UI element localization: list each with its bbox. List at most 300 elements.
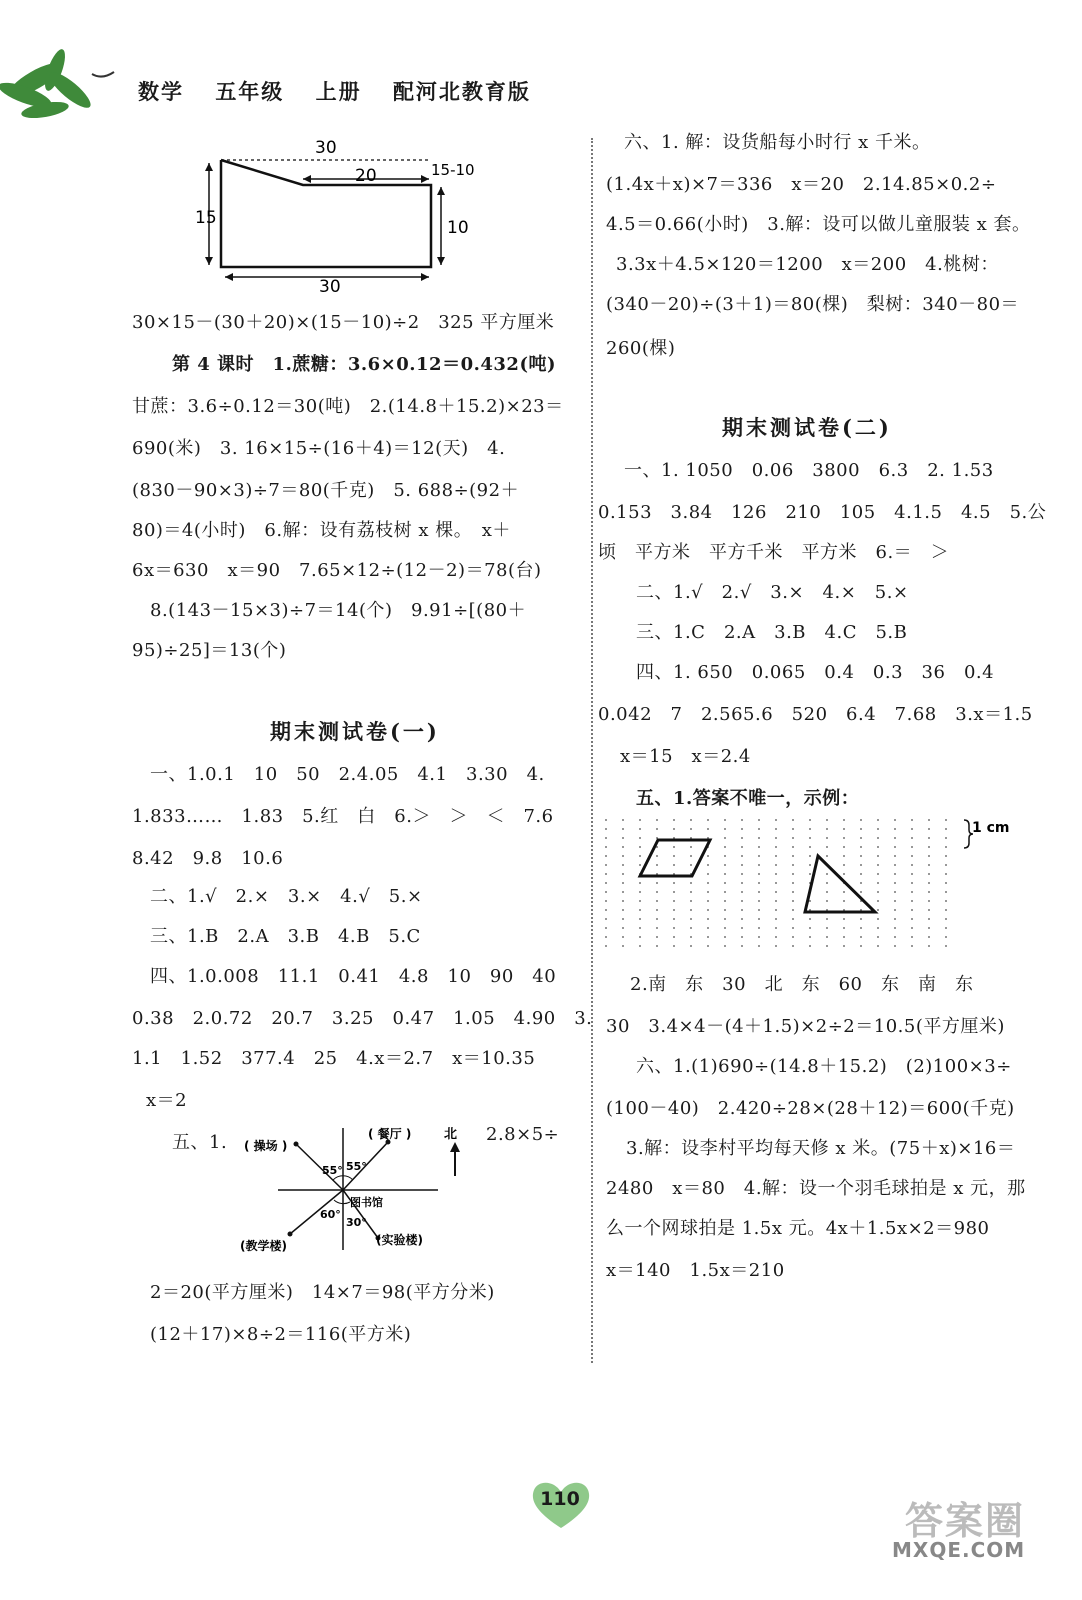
grid-dot — [622, 828, 624, 830]
grid-dot — [775, 873, 777, 875]
compass-playground: ( 操场 ) — [244, 1139, 288, 1153]
grid-dot — [724, 864, 726, 866]
grid-dot — [758, 882, 760, 884]
grid-dot — [656, 882, 658, 884]
exam1-line-7: 0.38 2.0.72 20.7 3.25 0.47 1.05 4.90 3. — [132, 1008, 593, 1029]
grid-dot — [775, 819, 777, 821]
left-line-2: 第 4 课时 1.蔗糖：3.6×0.12＝0.432(吨) — [172, 354, 556, 375]
grid-dot — [724, 918, 726, 920]
grid-dot — [622, 891, 624, 893]
grid-dot — [605, 918, 607, 920]
grid-dot — [758, 828, 760, 830]
grid-dot — [792, 846, 794, 848]
grid-dot — [639, 882, 641, 884]
grid-dot — [792, 900, 794, 902]
exam1-line-6: 四、1.0.008 11.1 0.41 4.8 10 90 40 — [150, 966, 557, 987]
grid-dot — [605, 882, 607, 884]
grid-dot — [775, 864, 777, 866]
grid-dot — [860, 864, 862, 866]
grid-dot — [758, 936, 760, 938]
grid-dot — [775, 891, 777, 893]
grid-dot — [741, 846, 743, 848]
grid-dot — [843, 891, 845, 893]
grid-dot — [656, 864, 658, 866]
grid-dot — [724, 909, 726, 911]
grid-dot — [656, 918, 658, 920]
grid-dot — [928, 927, 930, 929]
grid-dot — [945, 936, 947, 938]
grid-dot — [690, 927, 692, 929]
grid-dot — [860, 846, 862, 848]
grid-dot — [826, 936, 828, 938]
left-end-2: (12＋17)×8÷2＝116(平方米) — [150, 1324, 412, 1345]
grid-dot — [758, 945, 760, 947]
grid-dot — [894, 828, 896, 830]
grid-dot — [911, 891, 913, 893]
grid-dot — [928, 873, 930, 875]
grid-dot — [673, 891, 675, 893]
grid-dot — [911, 945, 913, 947]
grid-dot — [724, 945, 726, 947]
exam2-line-2: 0.153 3.84 126 210 105 4.1.5 4.5 5.公 — [598, 502, 1047, 523]
grid-dot — [928, 846, 930, 848]
page-number: 110 — [540, 1488, 580, 1510]
grid-dot — [775, 828, 777, 830]
grid-dot — [877, 909, 879, 911]
grid-dot — [826, 891, 828, 893]
right-line-2: (1.4x＋x)×7＝336 x＝20 2.14.85×0.2÷ — [606, 174, 997, 195]
grid-dot — [724, 837, 726, 839]
grid-dot — [945, 945, 947, 947]
grid-dot — [673, 864, 675, 866]
grid-dot — [656, 900, 658, 902]
grid-dot — [775, 918, 777, 920]
grid-dot — [826, 855, 828, 857]
grid-dot — [928, 918, 930, 920]
grid-dot — [792, 873, 794, 875]
grid-dot — [843, 855, 845, 857]
grid-dot — [911, 855, 913, 857]
grid-dot — [775, 909, 777, 911]
grid-dot — [911, 819, 913, 821]
grid-dot — [724, 846, 726, 848]
grid-dot — [843, 864, 845, 866]
grid-dot — [860, 918, 862, 920]
grid-dot — [928, 900, 930, 902]
grid-dot — [673, 918, 675, 920]
exam1-line-8: 1.1 1.52 377.4 25 4.x＝2.7 x＝10.35 — [132, 1048, 536, 1069]
grid-dot — [945, 882, 947, 884]
grid-dot — [792, 927, 794, 929]
grid-dot — [775, 837, 777, 839]
grid-dot — [605, 855, 607, 857]
leaf-decoration-icon — [0, 40, 130, 130]
grid-dot — [605, 837, 607, 839]
grid-dot — [724, 873, 726, 875]
exam1-line-3: 8.42 9.8 10.6 — [132, 848, 284, 869]
grid-dot — [741, 837, 743, 839]
right-bottom-2: 30 3.4×4－(4＋1.5)×2÷2＝10.5(平方厘米) — [606, 1016, 1005, 1037]
grid-dot — [860, 828, 862, 830]
left-line-7: 6x＝630 x＝90 7.65×12÷(12－2)＝78(台) — [132, 560, 542, 581]
grid-dot — [860, 936, 862, 938]
grid-dot — [945, 918, 947, 920]
grid-dot — [928, 828, 930, 830]
left-line-5: (830－90×3)÷7＝80(千克) 5. 688÷(92＋ — [132, 480, 520, 501]
grid-dot — [877, 873, 879, 875]
grid-dot — [809, 846, 811, 848]
exam2-line-8: x＝15 x＝2.4 — [620, 746, 751, 767]
q5-right: 2.8×5÷ — [486, 1124, 560, 1145]
grid-dot — [707, 936, 709, 938]
exam2-line-6: 四、1. 650 0.065 0.4 0.3 36 0.4 — [636, 662, 995, 683]
grid-dot — [928, 909, 930, 911]
grid-dot — [894, 918, 896, 920]
grid-dot — [877, 927, 879, 929]
right-bottom-8: x＝140 1.5x＝210 — [606, 1260, 785, 1281]
grid-dot — [707, 900, 709, 902]
grid-dot — [911, 900, 913, 902]
right-line-3: 4.5＝0.66(小时) 3.解：设可以做儿童服装 x 套。 — [606, 214, 1031, 235]
grid-dot — [826, 819, 828, 821]
exam2-line-7: 0.042 7 2.565.6 520 6.4 7.68 3.x＝1.5 — [598, 704, 1033, 725]
grid-dot — [656, 945, 658, 947]
grid-dot — [911, 927, 913, 929]
grid-dot — [758, 855, 760, 857]
grid-dot — [622, 945, 624, 947]
watermark-logo: 答案圈 — [905, 1499, 1026, 1543]
grid-dot — [656, 855, 658, 857]
label-top-total: 30 — [315, 138, 337, 158]
grid-dot — [894, 837, 896, 839]
grid-dot — [639, 819, 641, 821]
grid-dot — [843, 918, 845, 920]
grid-dot — [945, 846, 947, 848]
grid-dot — [792, 891, 794, 893]
grid-dot — [945, 864, 947, 866]
grid-dot — [758, 927, 760, 929]
grid-dot — [690, 945, 692, 947]
north-arrow-icon — [448, 1142, 462, 1178]
grid-dot — [741, 936, 743, 938]
grid-dot — [656, 819, 658, 821]
grid-dot — [690, 819, 692, 821]
grid-dot — [707, 891, 709, 893]
grid-dot — [605, 936, 607, 938]
grid-dot — [860, 837, 862, 839]
header-volume: 上册 — [315, 80, 362, 104]
grid-dot — [809, 918, 811, 920]
grid-dot — [775, 936, 777, 938]
exam1-line-4: 二、1.√ 2.× 3.× 4.√ 5.× — [150, 886, 423, 907]
right-bottom-7: 么一个网球拍是 1.5x 元。4x＋1.5x×2＝980 — [606, 1218, 990, 1239]
grid-dot — [877, 918, 879, 920]
exam1-line-9: x＝2 — [146, 1090, 188, 1111]
grid-dot — [622, 927, 624, 929]
grid-dot — [673, 945, 675, 947]
grid-dot — [639, 855, 641, 857]
column-divider — [591, 138, 593, 1363]
grid-dot — [707, 873, 709, 875]
label-bottom: 30 — [319, 277, 341, 297]
header-grade: 五年级 — [215, 80, 285, 104]
grid-dot — [945, 927, 947, 929]
grid-dot — [656, 909, 658, 911]
grid-dot — [826, 846, 828, 848]
header-subject: 数学 — [138, 80, 184, 104]
grid-dot — [724, 927, 726, 929]
grid-dot — [843, 936, 845, 938]
grid-dot — [809, 945, 811, 947]
q5-label: 五、1. — [172, 1132, 228, 1153]
grid-dot — [928, 882, 930, 884]
grid-dot — [707, 927, 709, 929]
grid-dot — [860, 882, 862, 884]
left-line-1: 30×15－(30＋20)×(15－10)÷2 325 平方厘米 — [132, 312, 555, 333]
watermark-site: MXQE.COM — [892, 1538, 1026, 1562]
grid-dot — [741, 873, 743, 875]
compass-library: 图书馆 — [350, 1196, 383, 1209]
grid-dot — [826, 927, 828, 929]
grid-dot — [605, 945, 607, 947]
right-bottom-4: (100－40) 2.420÷28×(28＋12)＝600(千克) — [606, 1098, 1015, 1119]
grid-dot — [826, 837, 828, 839]
grid-dot — [690, 909, 692, 911]
left-end-1: 2＝20(平方厘米) 14×7＝98(平方分米) — [150, 1282, 495, 1303]
grid-dot — [809, 828, 811, 830]
grid-dot — [945, 828, 947, 830]
grid-dot — [860, 927, 862, 929]
grid-dot — [639, 909, 641, 911]
grid-dot — [741, 945, 743, 947]
grid-dot — [639, 828, 641, 830]
grid-dot — [639, 864, 641, 866]
grid-dot — [741, 855, 743, 857]
grid-dot — [945, 819, 947, 821]
grid-dot — [639, 927, 641, 929]
grid-dot — [639, 846, 641, 848]
grid-dot — [758, 900, 760, 902]
angle-2: 55° — [346, 1160, 367, 1173]
grid-dot — [605, 873, 607, 875]
grid-dot — [741, 864, 743, 866]
grid-dot — [843, 837, 845, 839]
grid-dot — [826, 873, 828, 875]
grid-dot — [860, 819, 862, 821]
grid-dot — [945, 837, 947, 839]
left-line-8: 8.(143－15×3)÷7＝14(个) 9.91÷[(80＋ — [150, 600, 527, 621]
grid-dot — [792, 936, 794, 938]
grid-dot — [724, 900, 726, 902]
left-line-9: 95)÷25]＝13(个) — [132, 640, 287, 661]
grid-dot — [656, 891, 658, 893]
grid-dot — [877, 864, 879, 866]
grid-dot — [690, 891, 692, 893]
grid-dot — [809, 864, 811, 866]
grid-dot — [741, 927, 743, 929]
grid-dot — [622, 936, 624, 938]
grid-dot — [673, 927, 675, 929]
grid-dot — [826, 945, 828, 947]
grid-dot — [673, 882, 675, 884]
grid-dot — [775, 846, 777, 848]
grid-dot — [622, 837, 624, 839]
grid-dot — [605, 927, 607, 929]
grid-dot — [690, 864, 692, 866]
grid-dot — [877, 945, 879, 947]
grid-dot — [945, 900, 947, 902]
grid-dot — [775, 900, 777, 902]
grid-dot — [639, 936, 641, 938]
grid-dot — [605, 864, 607, 866]
grid-dot — [894, 945, 896, 947]
grid-dot — [605, 846, 607, 848]
left-line-4: 690(米) 3. 16×15÷(16＋4)＝12(天) 4. — [132, 438, 506, 459]
grid-dot — [792, 864, 794, 866]
grid-dot — [809, 873, 811, 875]
header-edition: 配河北教育版 — [392, 80, 531, 104]
compass-canteen: ( 餐厅 ) — [368, 1127, 412, 1141]
angle-1: 55° — [322, 1164, 343, 1177]
grid-dot — [707, 918, 709, 920]
grid-dot — [673, 936, 675, 938]
grid-dot — [605, 819, 607, 821]
right-bottom-6: 2480 x＝80 4.解：设一个羽毛球拍是 x 元，那 — [606, 1178, 1026, 1199]
grid-dot — [622, 864, 624, 866]
grid-dot — [707, 819, 709, 821]
grid-dot — [707, 864, 709, 866]
grid-dot — [724, 936, 726, 938]
grid-dot — [690, 900, 692, 902]
grid-dot — [809, 855, 811, 857]
grid-dot — [758, 837, 760, 839]
grid-dot — [945, 873, 947, 875]
left-line-6: 80)＝4(小时) 6.解：设有荔枝树 x 棵。 x＋ — [132, 520, 511, 541]
grid-dot — [724, 891, 726, 893]
grid-dot — [673, 819, 675, 821]
grid-dot — [690, 882, 692, 884]
grid-dot — [826, 882, 828, 884]
grid-dot — [877, 855, 879, 857]
grid-dot — [792, 828, 794, 830]
grid-dot — [911, 864, 913, 866]
grid-dot — [724, 882, 726, 884]
grid-dot — [843, 945, 845, 947]
exam2-line-3: 顷 平方米 平方千米 平方米 6.＝ ＞ — [598, 542, 950, 563]
grid-dot — [639, 900, 641, 902]
compass-teaching: (教学楼) — [240, 1239, 287, 1253]
grid-dot — [843, 828, 845, 830]
right-bottom-5: 3.解：设李村平均每天修 x 米。(75＋x)×16＝ — [626, 1138, 1016, 1159]
grid-dot — [860, 891, 862, 893]
grid-dot — [758, 909, 760, 911]
grid-dot — [792, 855, 794, 857]
grid-dot — [707, 882, 709, 884]
grid-dot — [639, 918, 641, 920]
grid-dot — [724, 828, 726, 830]
grid-dot — [843, 819, 845, 821]
grid-dot — [894, 873, 896, 875]
grid-dot — [673, 855, 675, 857]
grid-dot — [809, 819, 811, 821]
trapezoid-figure — [195, 135, 495, 295]
grid-dot — [622, 918, 624, 920]
grid-dot — [690, 855, 692, 857]
grid-dot — [792, 945, 794, 947]
grid-dot — [809, 900, 811, 902]
grid-dot — [928, 891, 930, 893]
grid-dot — [945, 855, 947, 857]
grid-dot — [911, 873, 913, 875]
compass-lab: (实验楼) — [376, 1233, 423, 1247]
grid-dot — [894, 855, 896, 857]
grid-dot — [758, 819, 760, 821]
exam2-title: 期末测试卷(二) — [722, 415, 892, 440]
grid-dot — [673, 909, 675, 911]
grid-dot — [622, 900, 624, 902]
grid-dot — [894, 927, 896, 929]
angle-4: 30° — [346, 1216, 367, 1229]
grid-dot — [894, 900, 896, 902]
grid-dot — [911, 846, 913, 848]
grid-dot — [911, 936, 913, 938]
right-line-5: (340－20)÷(3＋1)＝80(棵) 梨树：340－80＝ — [606, 294, 1020, 315]
grid-dot — [860, 945, 862, 947]
grid-dot — [894, 819, 896, 821]
label-right: 10 — [447, 218, 469, 238]
right-line-1: 六、1. 解：设货船每小时行 x 千米。 — [624, 132, 931, 153]
grid-dot — [894, 882, 896, 884]
compass-diagram — [238, 1122, 478, 1262]
grid-dot — [741, 918, 743, 920]
right-bottom-1: 2.南 东 30 北 东 60 东 南 东 — [630, 974, 974, 995]
grid-dot — [639, 945, 641, 947]
grid-dot — [707, 909, 709, 911]
grid-dot — [690, 846, 692, 848]
grid-dot — [622, 855, 624, 857]
grid-dot — [622, 882, 624, 884]
grid-dot — [656, 927, 658, 929]
grid-dot — [928, 819, 930, 821]
grid-dot — [894, 936, 896, 938]
grid-dot — [792, 882, 794, 884]
grid-dot — [741, 819, 743, 821]
grid-dot — [622, 909, 624, 911]
grid-dot — [877, 828, 879, 830]
grid-dot — [758, 918, 760, 920]
grid-dot — [622, 819, 624, 821]
grid-dot — [741, 909, 743, 911]
grid-dot — [741, 900, 743, 902]
grid-dot — [809, 936, 811, 938]
grid-dot — [894, 909, 896, 911]
left-line-3: 甘蔗：3.6÷0.12＝30(吨) 2.(14.8＋15.2)×23＝ — [132, 396, 564, 417]
grid-dot — [775, 882, 777, 884]
exam1-line-5: 三、1.B 2.A 3.B 4.B 5.C — [150, 926, 421, 947]
grid-dot — [758, 846, 760, 848]
grid-dot — [928, 864, 930, 866]
grid-dot — [877, 936, 879, 938]
grid-dot — [673, 846, 675, 848]
grid-dot — [707, 945, 709, 947]
grid-dot — [911, 918, 913, 920]
angle-3: 60° — [320, 1208, 341, 1221]
grid-dot — [775, 855, 777, 857]
grid-dot — [724, 855, 726, 857]
grid-dot — [911, 909, 913, 911]
right-line-6: 260(棵) — [606, 338, 676, 359]
grid-dot — [894, 891, 896, 893]
